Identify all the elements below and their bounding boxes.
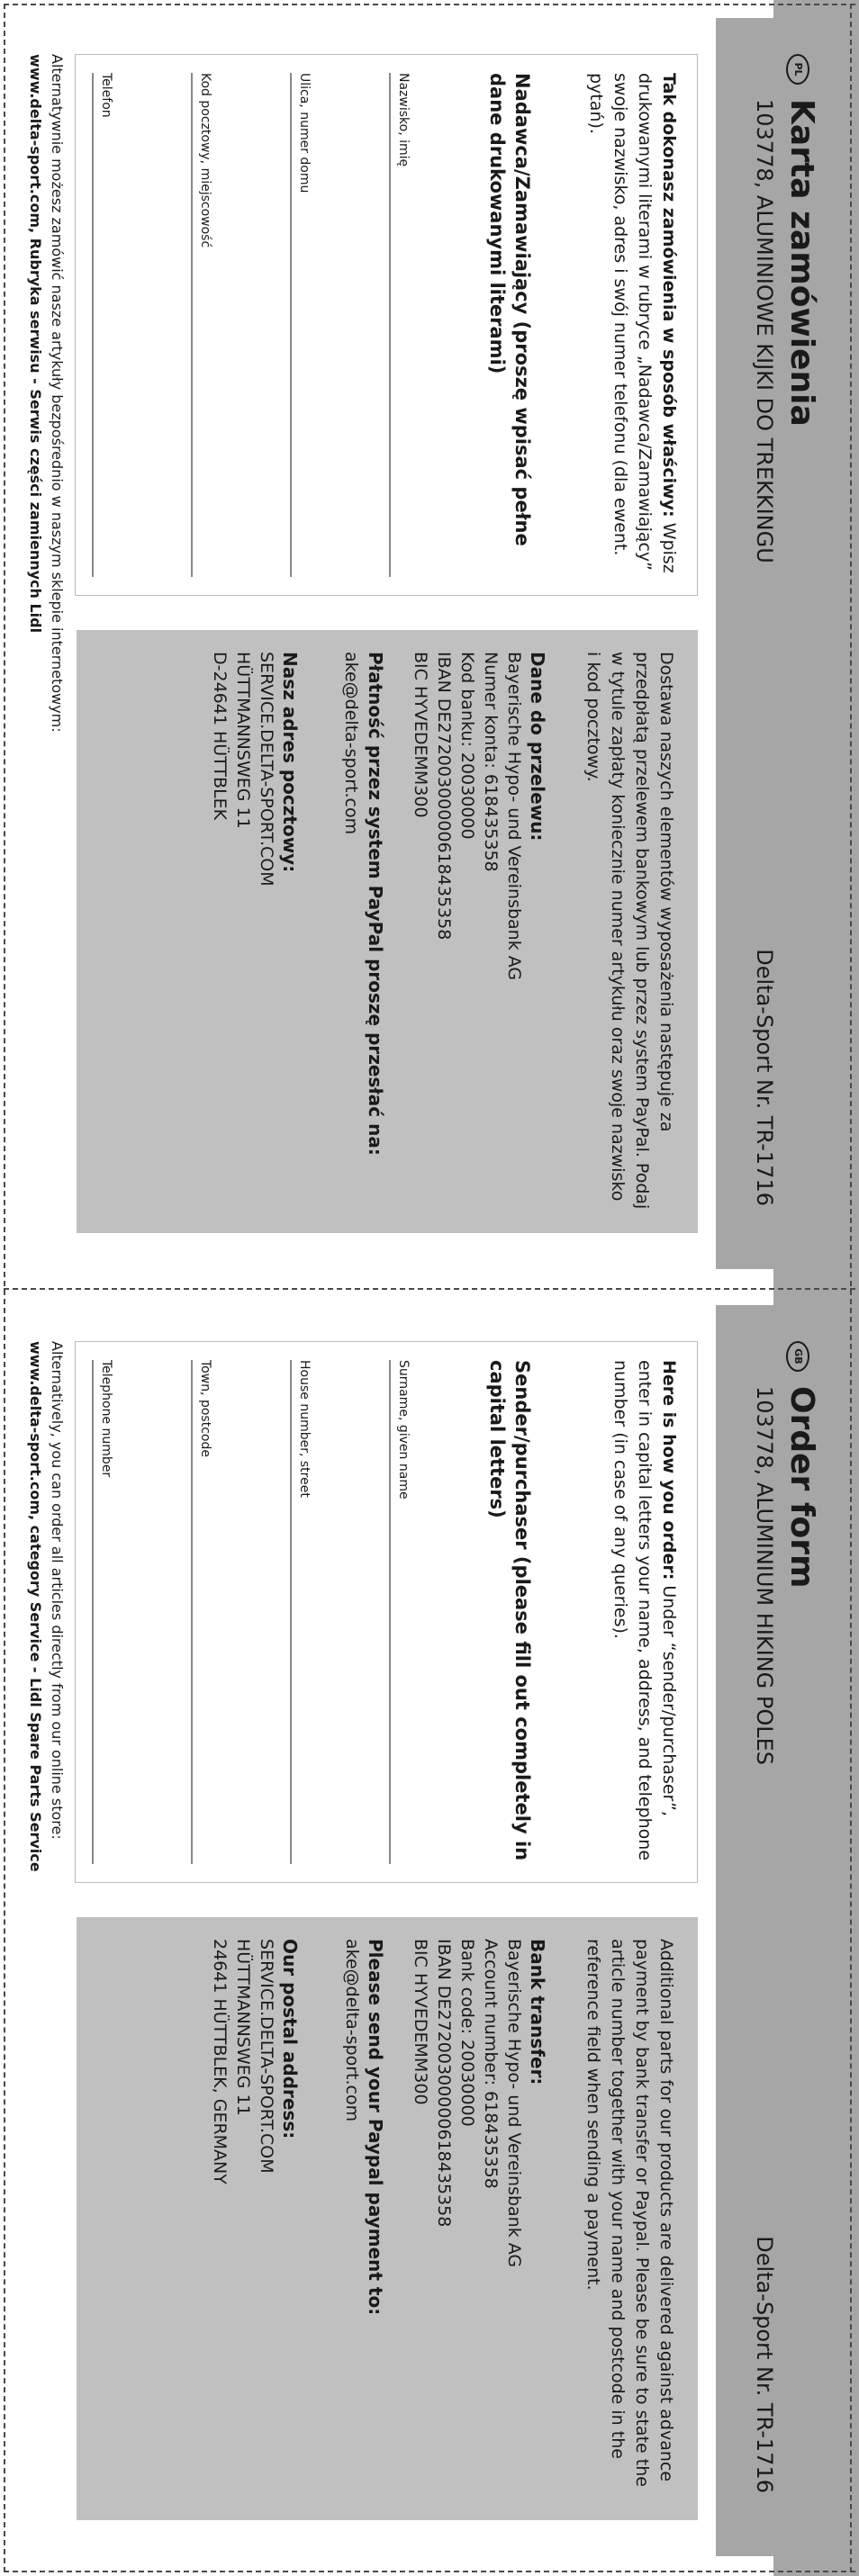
pl-name-field[interactable] bbox=[389, 73, 472, 577]
gb-sender-heading: Sender/purchaser (please fill out completely in capital letters) bbox=[486, 1360, 533, 1861]
gb-header-band bbox=[716, 1305, 842, 2556]
pl-postal-block bbox=[208, 652, 302, 1210]
pl-name-label: Nazwisko, imię bbox=[396, 73, 411, 167]
pl-bank-line: Numer konta: 618435358 bbox=[481, 652, 501, 872]
gb-title: Order form bbox=[783, 1386, 820, 1589]
gb-order-form bbox=[5, 1305, 842, 2556]
gb-postal-heading: Our postal address: bbox=[279, 1939, 301, 2139]
gb-footer-line2[interactable]: www.delta-sport.com, category Service - Lidl Spare Parts Service bbox=[27, 1341, 44, 1872]
gb-name-field[interactable] bbox=[389, 1360, 472, 1864]
gb-bank-line: Bayerische Hypo- und Vereinsbank AG bbox=[504, 1939, 524, 2268]
pl-postal-line: HÜTTMANNSWEG 11 bbox=[233, 652, 253, 829]
gb-intro-text: Additional parts for our products are delivered against advance payment by bank transfer or Paypal. Please be sure to state the article number together with your name and postcode in the reference field when sending a payment. bbox=[583, 1939, 676, 2487]
gb-bank-line: IBAN DE27200300000618435358 bbox=[434, 1939, 454, 2228]
gb-bank-block bbox=[409, 1939, 549, 2497]
gb-sender-box bbox=[75, 1341, 698, 1883]
pl-postal-heading: Nasz adres pocztowy: bbox=[279, 652, 301, 873]
pl-street-label: Ulica, numer domu bbox=[297, 73, 312, 194]
gb-subtitle: 103778, ALUMINIUM HIKING POLES bbox=[752, 1386, 777, 1766]
pl-subtitle: 103778, ALUMINIOWE KIJKI DO TREKKINGU bbox=[752, 99, 777, 563]
pl-bank-heading: Dane do przelewu: bbox=[527, 652, 548, 842]
gb-how-to-order bbox=[608, 1360, 681, 1864]
gb-article-number: Delta-Sport Nr. TR-1716 bbox=[752, 2236, 777, 2493]
gb-postal-line: HÜTTMANNSWEG 11 bbox=[233, 1939, 253, 2116]
gb-bank-heading: Bank transfer: bbox=[527, 1939, 548, 2085]
gb-paypal-heading: Please send your Paypal payment to: bbox=[365, 1939, 386, 2316]
pl-town-label: Kod pocztowy, miejscowość bbox=[198, 73, 212, 248]
pl-payment-box bbox=[77, 630, 698, 1233]
pl-sender-heading: Nadawca/Zamawiający (proszę wpisać pełne dane drukowanymi literami) bbox=[486, 73, 533, 546]
pl-paypal-heading: Płatność przez system PayPal proszę przesłać na: bbox=[365, 652, 386, 1156]
gb-how-heading: Here is how you order: bbox=[659, 1360, 679, 1581]
pl-footer-line1: Alternatywnie możesz zamówić nasze artykuły bezpośrednio w naszym sklepie internetowym: bbox=[49, 54, 66, 733]
pl-postal-line: D-24641 HÜTTBLEK bbox=[210, 652, 230, 821]
pl-sender-box bbox=[75, 54, 698, 596]
pl-how-heading: Tak dokonasz zamówienia w sposób właściwy: bbox=[659, 73, 679, 518]
right-cut-line bbox=[850, 4, 852, 2572]
gb-footer bbox=[24, 1341, 68, 2520]
gb-street-field[interactable] bbox=[290, 1360, 373, 1864]
bottom-cut-line bbox=[4, 2571, 855, 2572]
pl-intro-text: Dostawa naszych elementów wyposażenia następuje za przedpłatą przelewem bankowym lub przez system PayPal. Podaj w tytule zapłaty koniecznie numer artykułu oraz swoje nazwisko i kod pocztowy. bbox=[583, 652, 676, 1210]
pl-phone-label: Telefon bbox=[99, 73, 113, 118]
middle-cut-line bbox=[4, 1288, 855, 1290]
pl-paypal-email[interactable]: ake@delta-sport.com bbox=[341, 652, 361, 835]
pl-footer bbox=[24, 54, 68, 1233]
gb-phone-field[interactable] bbox=[92, 1360, 175, 1864]
pl-bank-line: Bayerische Hypo- und Vereinsbank AG bbox=[504, 652, 524, 981]
pl-town-field[interactable] bbox=[191, 73, 274, 577]
pl-paypal-block bbox=[339, 652, 387, 1210]
pl-bank-line: IBAN DE27200300000618435358 bbox=[434, 652, 454, 941]
gb-paypal-email[interactable]: ake@delta-sport.com bbox=[342, 1939, 362, 2122]
gb-how-text: Under “sender/purchaser”, enter in capital letters your name, address, and telephone number (in case of any queries). bbox=[610, 1360, 679, 1861]
pl-order-form bbox=[5, 18, 842, 1269]
gb-payment-box bbox=[77, 1917, 698, 2520]
pl-how-to-order bbox=[583, 73, 681, 577]
pl-how-text: Wpisz drukowanymi literami w rubryce „Nadawca/Zamawiający” swoje nazwisko, adres i swój numer telefonu (dla ewent. pytań). bbox=[586, 73, 679, 573]
gb-country-badge: GB bbox=[786, 1341, 809, 1372]
pl-bank-line: Kod banku: 20030000 bbox=[457, 652, 477, 840]
gb-postal-line: 24641 HÜTTBLEK, GERMANY bbox=[210, 1939, 230, 2184]
gb-bank-line: Bank code: 20030000 bbox=[457, 1939, 477, 2127]
gb-bank-line: BIC HYVEDEMM300 bbox=[411, 1939, 430, 2105]
pl-bank-line: BIC HYVEDEMM300 bbox=[411, 652, 430, 818]
gb-paypal-block bbox=[340, 1939, 387, 2497]
gb-town-field[interactable] bbox=[191, 1360, 274, 1864]
top-cut-line bbox=[4, 4, 855, 5]
pl-footer-line2[interactable]: www.delta-sport.com, Rubryka serwisu - Serwis części zamiennych Lidl bbox=[27, 54, 44, 634]
pl-header-band bbox=[716, 18, 842, 1269]
pl-country-badge: PL bbox=[786, 54, 809, 85]
gb-name-label: Surname, given name bbox=[396, 1360, 411, 1500]
gb-town-label: Town, postcode bbox=[198, 1360, 212, 1457]
pl-phone-field[interactable] bbox=[92, 73, 175, 577]
pl-postal-line: SERVICE.DELTA-SPORT.COM bbox=[257, 652, 276, 887]
gb-postal-line: SERVICE.DELTA-SPORT.COM bbox=[257, 1939, 276, 2174]
gb-footer-line1: Alternatively, you can order all articles directly from our online store: bbox=[49, 1341, 66, 1840]
gb-postal-block bbox=[208, 1939, 302, 2497]
pl-title: Karta zamówienia bbox=[783, 99, 820, 427]
pl-article-number: Delta-Sport Nr. TR-1716 bbox=[752, 949, 777, 1206]
pl-bank-block bbox=[409, 652, 549, 1210]
gb-bank-line: Account number: 618435358 bbox=[481, 1939, 501, 2189]
pl-street-field[interactable] bbox=[290, 73, 373, 577]
gb-phone-label: Telephone number bbox=[99, 1360, 113, 1478]
gb-street-label: House number, street bbox=[297, 1360, 312, 1498]
